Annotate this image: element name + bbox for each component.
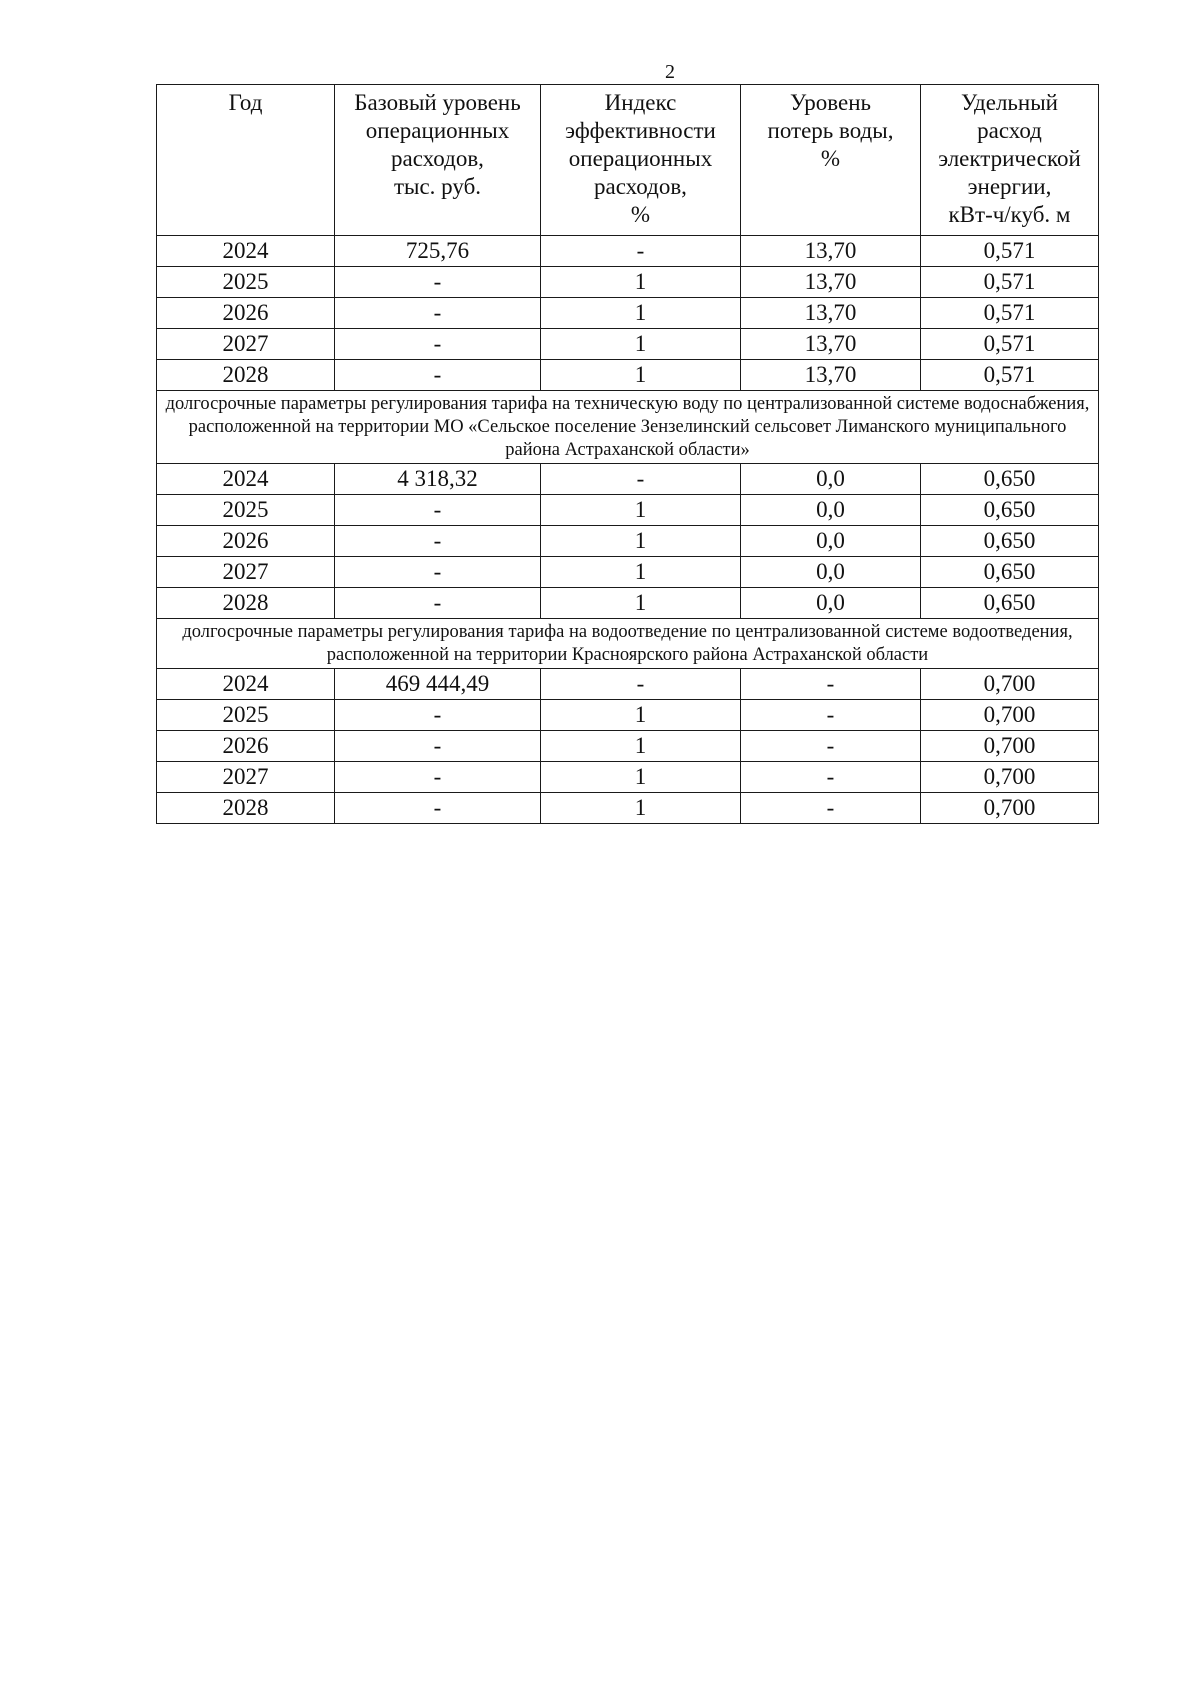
header-text-line: Удельный <box>960 90 1058 115</box>
header-text-line: Год <box>228 90 263 115</box>
cell-water-loss: - <box>741 762 921 793</box>
cell-base-opex: - <box>335 588 541 619</box>
cell-year: 2028 <box>157 793 335 824</box>
cell-water-loss: - <box>741 700 921 731</box>
cell-year: 2024 <box>157 236 335 267</box>
cell-water-loss: 13,70 <box>741 329 921 360</box>
table-row <box>157 360 1099 391</box>
cell-water-loss: - <box>741 731 921 762</box>
cell-year: 2025 <box>157 700 335 731</box>
section-title: долгосрочные параметры регулирования тарифа на техническую воду по централизованной системе водоснабжения, расположенной на территории МО «Сельское поселение Зензелинский сельсовет Лиманского муниципального района Астраханской области» <box>157 391 1099 464</box>
table-row <box>157 526 1099 557</box>
header-year <box>157 85 335 236</box>
header-text-line: % <box>820 146 841 171</box>
cell-water-loss: 0,0 <box>741 526 921 557</box>
cell-base-opex: - <box>335 298 541 329</box>
cell-specific-energy: 0,700 <box>921 762 1099 793</box>
section-title-row <box>157 391 1099 464</box>
cell-water-loss: 0,0 <box>741 588 921 619</box>
cell-base-opex: - <box>335 557 541 588</box>
regulation-parameters-table <box>156 84 1099 824</box>
header-text-line: энергии, <box>967 174 1052 199</box>
cell-efficiency-index: 1 <box>541 526 741 557</box>
header-text-line: операционных <box>365 118 510 143</box>
cell-efficiency-index: 1 <box>541 495 741 526</box>
cell-specific-energy: 0,650 <box>921 464 1099 495</box>
cell-efficiency-index: 1 <box>541 588 741 619</box>
cell-water-loss: - <box>741 793 921 824</box>
header-specific-energy <box>921 85 1099 236</box>
cell-base-opex: - <box>335 793 541 824</box>
cell-efficiency-index: 1 <box>541 793 741 824</box>
header-text-line: расходов, <box>594 174 687 199</box>
cell-year: 2025 <box>157 495 335 526</box>
cell-base-opex: 725,76 <box>335 236 541 267</box>
cell-base-opex: - <box>335 495 541 526</box>
header-text-line: Базовый уровень <box>354 90 521 115</box>
cell-water-loss: 13,70 <box>741 360 921 391</box>
cell-year: 2026 <box>157 731 335 762</box>
cell-base-opex: - <box>335 731 541 762</box>
cell-water-loss: 13,70 <box>741 267 921 298</box>
cell-efficiency-index: 1 <box>541 267 741 298</box>
cell-base-opex: - <box>335 360 541 391</box>
header-text-line: потерь воды, <box>767 118 894 143</box>
cell-efficiency-index: 1 <box>541 731 741 762</box>
cell-water-loss: 0,0 <box>741 557 921 588</box>
cell-efficiency-index: - <box>541 669 741 700</box>
cell-specific-energy: 0,650 <box>921 526 1099 557</box>
table-row <box>157 731 1099 762</box>
cell-water-loss: - <box>741 669 921 700</box>
cell-year: 2027 <box>157 329 335 360</box>
cell-year: 2028 <box>157 588 335 619</box>
table-header-row <box>157 85 1099 236</box>
header-text-line: эффективности <box>565 118 716 143</box>
cell-year: 2025 <box>157 267 335 298</box>
cell-base-opex: 4 318,32 <box>335 464 541 495</box>
table-row <box>157 793 1099 824</box>
cell-specific-energy: 0,571 <box>921 329 1099 360</box>
cell-efficiency-index: 1 <box>541 360 741 391</box>
header-water-loss <box>741 85 921 236</box>
header-base-opex <box>335 85 541 236</box>
cell-efficiency-index: - <box>541 236 741 267</box>
cell-specific-energy: 0,571 <box>921 360 1099 391</box>
cell-water-loss: 13,70 <box>741 236 921 267</box>
header-text-line: расход <box>977 118 1042 143</box>
cell-year: 2026 <box>157 526 335 557</box>
page-number: 2 <box>665 61 675 83</box>
cell-specific-energy: 0,700 <box>921 700 1099 731</box>
table-row <box>157 464 1099 495</box>
header-text-line: % <box>630 202 651 227</box>
cell-efficiency-index: 1 <box>541 557 741 588</box>
cell-year: 2024 <box>157 464 335 495</box>
header-efficiency-index <box>541 85 741 236</box>
cell-year: 2026 <box>157 298 335 329</box>
header-text-line: кВт-ч/куб. м <box>948 202 1071 227</box>
cell-year: 2028 <box>157 360 335 391</box>
table-row <box>157 557 1099 588</box>
cell-efficiency-index: 1 <box>541 329 741 360</box>
table-row <box>157 588 1099 619</box>
table-row <box>157 236 1099 267</box>
cell-specific-energy: 0,650 <box>921 495 1099 526</box>
cell-efficiency-index: 1 <box>541 762 741 793</box>
cell-specific-energy: 0,700 <box>921 669 1099 700</box>
section-title-row <box>157 619 1099 669</box>
header-text-line: Индекс <box>604 90 677 115</box>
table-row <box>157 329 1099 360</box>
cell-specific-energy: 0,571 <box>921 236 1099 267</box>
cell-base-opex: - <box>335 329 541 360</box>
table-row <box>157 495 1099 526</box>
cell-specific-energy: 0,700 <box>921 731 1099 762</box>
cell-specific-energy: 0,571 <box>921 298 1099 329</box>
table-row <box>157 700 1099 731</box>
cell-specific-energy: 0,650 <box>921 588 1099 619</box>
header-text-line: Уровень <box>790 90 871 115</box>
cell-efficiency-index: - <box>541 464 741 495</box>
table-row <box>157 762 1099 793</box>
cell-base-opex: 469 444,49 <box>335 669 541 700</box>
cell-base-opex: - <box>335 700 541 731</box>
cell-year: 2027 <box>157 762 335 793</box>
table-row <box>157 298 1099 329</box>
header-text-line: расходов, <box>391 146 484 171</box>
cell-specific-energy: 0,650 <box>921 557 1099 588</box>
cell-base-opex: - <box>335 762 541 793</box>
header-text-line: электрической <box>938 146 1081 171</box>
cell-base-opex: - <box>335 526 541 557</box>
cell-year: 2024 <box>157 669 335 700</box>
header-text-line: тыс. руб. <box>393 174 482 199</box>
cell-water-loss: 0,0 <box>741 464 921 495</box>
cell-specific-energy: 0,571 <box>921 267 1099 298</box>
cell-efficiency-index: 1 <box>541 700 741 731</box>
cell-water-loss: 13,70 <box>741 298 921 329</box>
cell-year: 2027 <box>157 557 335 588</box>
section-title: долгосрочные параметры регулирования тарифа на водоотведение по централизованной системе водоотведения, расположенной на территории Красноярского района Астраханской области <box>157 619 1099 669</box>
cell-water-loss: 0,0 <box>741 495 921 526</box>
table-row <box>157 267 1099 298</box>
cell-specific-energy: 0,700 <box>921 793 1099 824</box>
table-row <box>157 669 1099 700</box>
cell-efficiency-index: 1 <box>541 298 741 329</box>
header-text-line: операционных <box>568 146 713 171</box>
cell-base-opex: - <box>335 267 541 298</box>
